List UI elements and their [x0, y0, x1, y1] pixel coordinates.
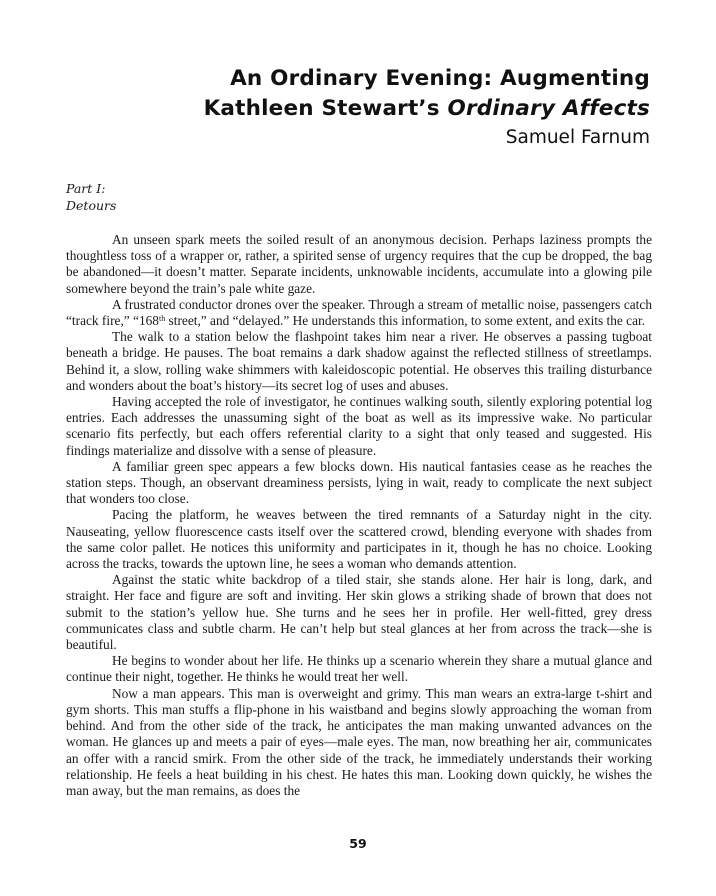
paragraph: The walk to a station below the flashpoint takes him near a river. He observes a passing tugboat beneath a bridge. He pauses. The boat remains a dark shadow against the reflected stillness of streetlamps. Behind it, a slow, rolling wake shimmers with kaleidoscopic potential. He observes this trailing disturbance and wonders about the boat’s history—its secret log of uses and abuses.	[66, 329, 652, 393]
paragraph: A familiar green spec appears a few blocks down. His nautical fantasies cease as he reaches the station steps. Though, an observant dreaminess persists, lying in wait, ready to complicate the next subject that wonders too close.	[66, 458, 652, 507]
conductor-text-part-1: A frustrated conductor drones over the speaker. Through a stream of metallic noise, passengers catch “track fire,” “168	[66, 296, 652, 329]
title-book-italic: Ordinary Affects	[447, 96, 650, 121]
section-part-label: Part I:	[66, 181, 106, 196]
paragraph: Against the static white backdrop of a tiled stair, she stands alone. Her hair is long, dark, and straight. Her face and figure are soft and inviting. Her skin glows a striking shade of brown that does not submit to the station’s yellow hue. She turns and he sees her in profile. Her well-fitted, grey dress communicates class and subtle charm. He can’t help but steal glances at her from across the track—she is beautiful.	[66, 572, 652, 653]
paragraph: He begins to wonder about her life. He thinks up a scenario wherein they share a mutual glance and continue their night, together. He thinks he would treat her well.	[66, 653, 652, 685]
section-heading	[66, 180, 116, 214]
paragraph: An unseen spark meets the soiled result of an anonymous decision. Perhaps laziness prompts the thoughtless toss of a wrapper or, rather, a spirited sense of urgency requires that the cup be dropped, the bag be abandoned—it doesn’t matter. Separate incidents, unknowable incidents, accumulate into a glowing pile somewhere beyond the train’s pale white gaze.	[66, 232, 652, 296]
conductor-text-part-2: street,” and “delayed.” He understands this information, to some extent, and exits the car.	[165, 313, 646, 329]
paragraph: Having accepted the role of investigator, he continues walking south, silently exploring potential log entries. Each addresses the unassuming sight of the boat as well as its impressive wake. No particular scenario fits perfectly, but each offers referential clarity to a sight that only teased and suggested. His findings materialize and dissolve with a sense of pleasure.	[66, 394, 652, 458]
paragraph: Pacing the platform, he weaves between the tired remnants of a Saturday night in the city. Nauseating, yellow fluorescence casts itself over the scattered crowd, blending everyone with shades from the same color pallet. He notices this uniformity and participates in it, though he has no choice. Looking across the tracks, towards the uptown line, he sees a woman who demands attention.	[66, 507, 652, 572]
paragraph: Now a man appears. This man is overweight and grimy. This man wears an extra-large t-shirt and gym shorts. This man stuffs a flip-phone in his waistband and begins slowly approaching the woman from behind. And from the other side of the track, he anticipates the man making unwanted advances on the woman. He glances up and meets a pair of eyes—male eyes. The man, now breathing her air, communicates an offer with a rancid smirk. From the other side of the track, he immediately understands their working relationship. He feels a heat building in his chest. He hates this man. Looking down quickly, he wishes the man away, but the man remains, as does the	[66, 685, 652, 798]
ordinal-superscript: th	[158, 314, 166, 324]
title-line-2-prefix: Kathleen Stewart’s	[203, 96, 448, 121]
article-body	[66, 232, 652, 799]
article-header	[204, 64, 650, 151]
author-name: Samuel Farnum	[505, 127, 650, 148]
article-title-line-2	[204, 94, 650, 124]
paragraph-conductor	[66, 297, 652, 329]
article-title-line-1: An Ordinary Evening: Augmenting	[230, 66, 650, 91]
page-number: 59	[349, 836, 367, 851]
section-subtitle: Detours	[66, 198, 117, 213]
